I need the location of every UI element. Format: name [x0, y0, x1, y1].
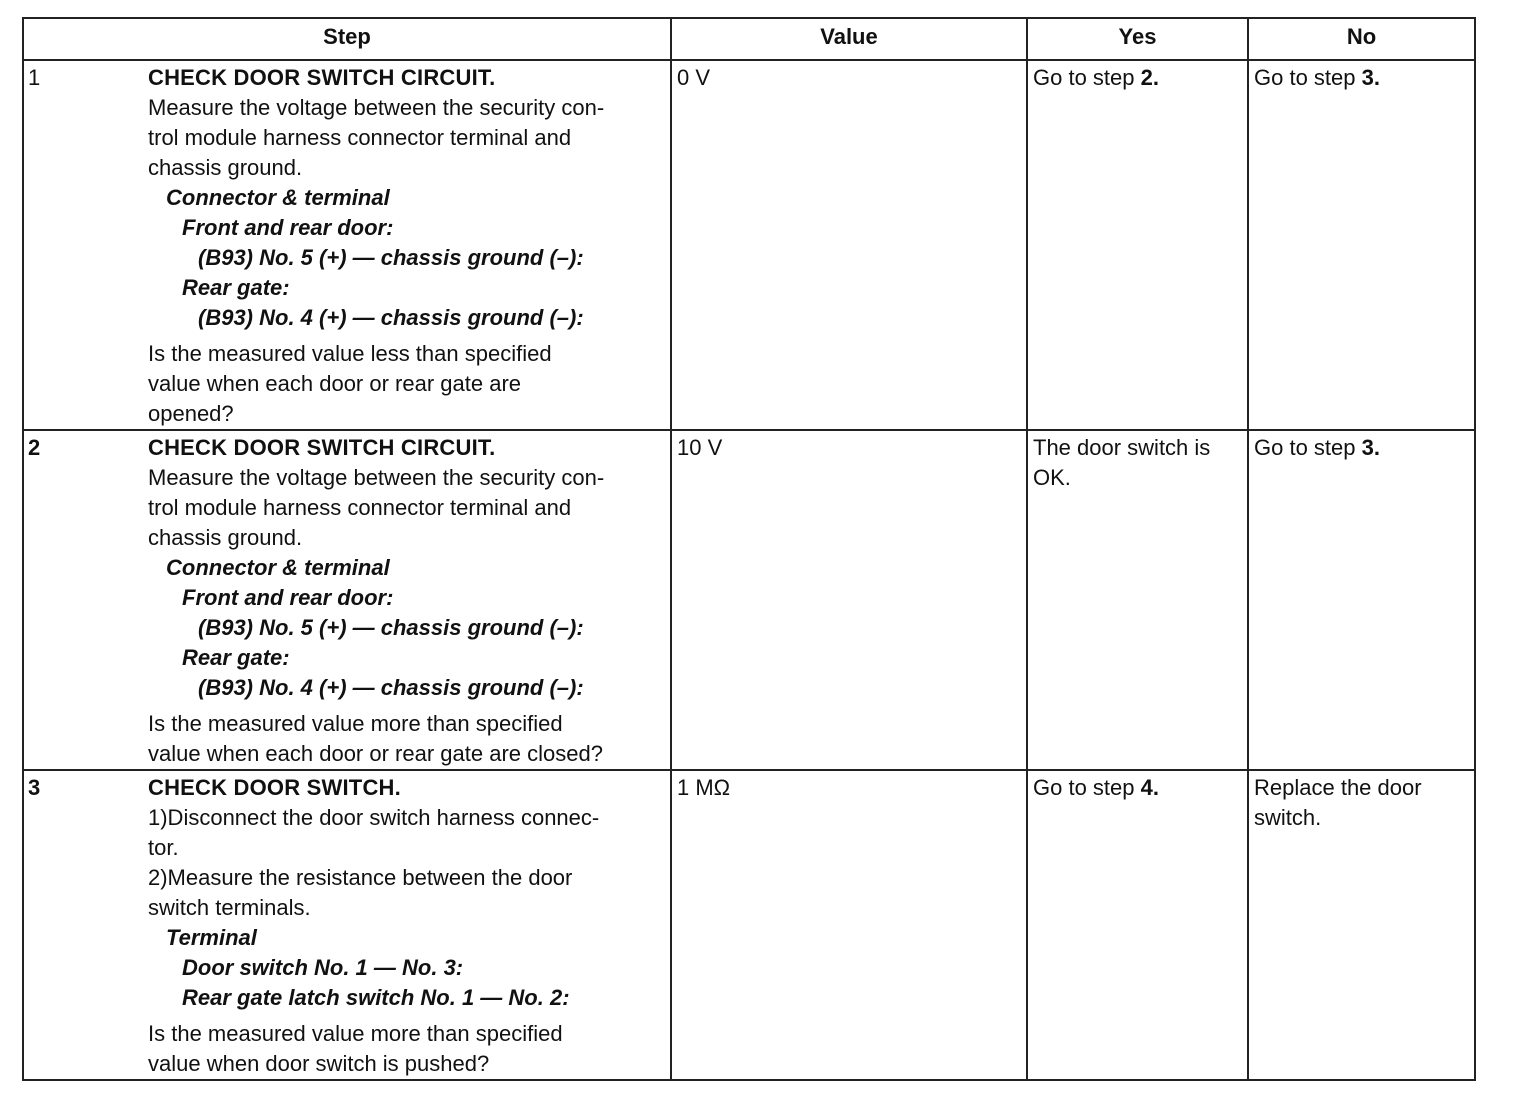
step-cell	[23, 430, 671, 770]
spec-value: (B93) No. 5 (+) — chassis ground (–):	[198, 615, 584, 640]
header-step: Step	[23, 18, 671, 60]
yes-text: Go to step	[1033, 65, 1141, 90]
question-line: value when each door or rear gate are	[148, 371, 522, 396]
yes-text: Go to step	[1033, 775, 1141, 800]
table-row	[23, 770, 1475, 1080]
yes-cell	[1027, 770, 1248, 1080]
no-step-ref: 3.	[1361, 435, 1380, 460]
step-title: CHECK DOOR SWITCH CIRCUIT.	[148, 435, 496, 460]
step-text-line: Measure the voltage between the security con-	[148, 465, 605, 490]
no-step-ref: 3.	[1361, 65, 1380, 90]
spec-value: Rear gate latch switch No. 1 — No. 2:	[182, 985, 570, 1010]
yes-step-ref: 2.	[1140, 65, 1159, 90]
header-yes: Yes	[1027, 18, 1248, 60]
no-cell	[1248, 770, 1475, 1080]
yes-text: The door switch is	[1033, 435, 1211, 460]
no-text: switch.	[1254, 805, 1322, 830]
step-cell	[23, 770, 671, 1080]
header-row	[23, 18, 1475, 60]
yes-step-ref: 4.	[1140, 775, 1159, 800]
no-cell	[1248, 430, 1475, 770]
step-title: CHECK DOOR SWITCH CIRCUIT.	[148, 65, 496, 90]
no-text: Go to step	[1254, 65, 1362, 90]
header-value: Value	[671, 18, 1027, 60]
no-text: Replace the door	[1254, 775, 1422, 800]
step-text-line: 2)Measure the resistance between the door	[148, 865, 573, 890]
step-text-line: Measure the voltage between the security con-	[148, 95, 605, 120]
question-line: Is the measured value more than specified	[148, 711, 563, 736]
step-text-line: chassis ground.	[148, 155, 303, 180]
step-cell	[23, 60, 671, 430]
spec-label: Front and rear door:	[182, 585, 394, 610]
step-body	[148, 63, 666, 429]
yes-cell	[1027, 430, 1248, 770]
value-cell: 0 V	[671, 60, 1027, 430]
yes-cell	[1027, 60, 1248, 430]
step-text-line: switch terminals.	[148, 895, 311, 920]
spec-label: Rear gate:	[182, 275, 290, 300]
value-cell: 1 MΩ	[671, 770, 1027, 1080]
header-no: No	[1248, 18, 1475, 60]
question-line: value when each door or rear gate are closed?	[148, 741, 603, 766]
question-line: Is the measured value more than specified	[148, 1021, 563, 1046]
spec-label: Front and rear door:	[182, 215, 394, 240]
question-line: opened?	[148, 401, 234, 426]
spec-heading: Connector & terminal	[166, 555, 390, 580]
value-cell: 10 V	[671, 430, 1027, 770]
yes-text: OK.	[1033, 465, 1071, 490]
spec-value: (B93) No. 4 (+) — chassis ground (–):	[198, 305, 584, 330]
step-title: CHECK DOOR SWITCH.	[148, 775, 401, 800]
step-text-line: chassis ground.	[148, 525, 303, 550]
spec-value: (B93) No. 5 (+) — chassis ground (–):	[198, 245, 584, 270]
table-row	[23, 430, 1475, 770]
diagnostic-table	[22, 17, 1476, 1081]
step-number: 3	[28, 775, 41, 800]
step-text-line: trol module harness connector terminal and	[148, 125, 572, 150]
question-line: value when door switch is pushed?	[148, 1051, 490, 1076]
spec-heading: Connector & terminal	[166, 185, 390, 210]
step-body	[148, 773, 666, 1079]
step-number: 1	[28, 65, 41, 90]
no-text: Go to step	[1254, 435, 1362, 460]
no-cell	[1248, 60, 1475, 430]
step-text-line: trol module harness connector terminal and	[148, 495, 572, 520]
spec-value: Door switch No. 1 — No. 3:	[182, 955, 464, 980]
spec-heading: Terminal	[166, 925, 257, 950]
step-body	[148, 433, 666, 769]
table-row	[23, 60, 1475, 430]
step-number: 2	[28, 435, 41, 460]
step-text-line: tor.	[148, 835, 179, 860]
question-line: Is the measured value less than specified	[148, 341, 552, 366]
spec-value: (B93) No. 4 (+) — chassis ground (–):	[198, 675, 584, 700]
step-text-line: 1)Disconnect the door switch harness connec-	[148, 805, 600, 830]
spec-label: Rear gate:	[182, 645, 290, 670]
